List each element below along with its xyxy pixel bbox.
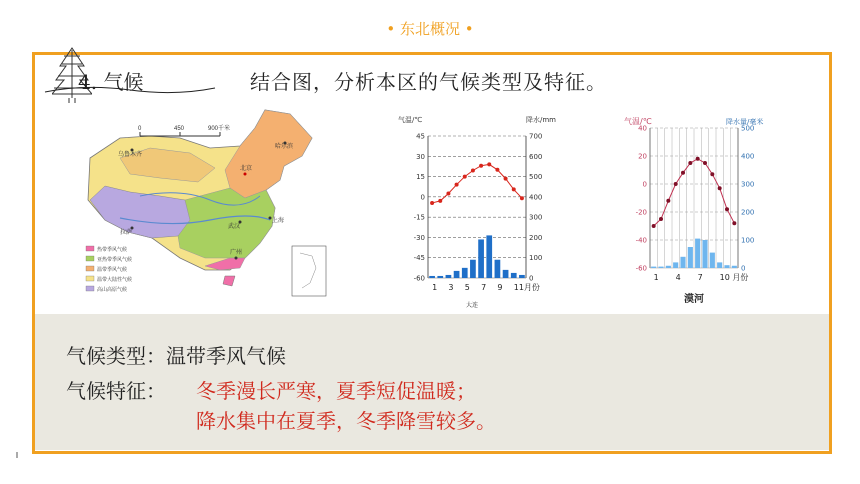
precip-tick-label: 400 bbox=[741, 152, 755, 161]
temp-point bbox=[463, 175, 467, 179]
legend-label: 温带季风气候 bbox=[97, 267, 128, 273]
temp-point bbox=[710, 172, 714, 176]
legend-label: 亚热带季风气候 bbox=[97, 257, 133, 263]
climate-chart-dalian bbox=[392, 110, 562, 310]
temp-point bbox=[696, 157, 700, 161]
temp-tick-label: -45 bbox=[413, 254, 425, 263]
month-tick-label: 3 bbox=[448, 283, 454, 292]
month-tick-label: 1 bbox=[432, 283, 438, 292]
precip-bar bbox=[454, 271, 460, 278]
temp-axis-title: 气温/℃ bbox=[624, 117, 652, 126]
precip-bar bbox=[519, 275, 525, 278]
temp-tick-label: -20 bbox=[635, 208, 647, 217]
slide-marker bbox=[16, 452, 18, 458]
month-tick-label: 7 bbox=[481, 283, 487, 292]
precip-bar bbox=[470, 260, 476, 278]
temp-point bbox=[659, 217, 663, 221]
legend-label: 高山高原气候 bbox=[97, 287, 128, 293]
precip-bar bbox=[673, 262, 678, 268]
precip-bar bbox=[658, 267, 663, 268]
climate-chart-mohe bbox=[614, 112, 774, 312]
month-tick-label: 5 bbox=[464, 283, 470, 292]
precip-axis-title: 降水/mm bbox=[526, 116, 556, 124]
precip-tick-label: 600 bbox=[529, 152, 543, 161]
temp-axis-title: 气温/℃ bbox=[398, 116, 423, 124]
temp-point bbox=[471, 168, 475, 172]
temp-point bbox=[438, 199, 442, 203]
precip-tick-label: 100 bbox=[529, 254, 543, 263]
precip-bar bbox=[437, 276, 443, 278]
place-label-shanghai: 上海 bbox=[272, 217, 285, 224]
temp-point bbox=[688, 161, 692, 165]
precip-tick-label: 500 bbox=[741, 124, 755, 133]
place-label-wuhan: 武汉 bbox=[228, 223, 241, 230]
precip-bar bbox=[651, 267, 656, 268]
climate-map bbox=[80, 108, 330, 300]
temp-point bbox=[520, 196, 524, 200]
temp-tick-label: 0 bbox=[420, 193, 425, 202]
precip-tick-label: 700 bbox=[529, 132, 543, 141]
precip-bar bbox=[688, 247, 693, 268]
precip-bar bbox=[429, 276, 435, 278]
scale-label: 900千米 bbox=[208, 126, 231, 132]
precip-bar bbox=[710, 253, 715, 268]
temp-point bbox=[479, 164, 483, 168]
temp-point bbox=[732, 221, 736, 225]
precip-bar bbox=[724, 265, 729, 268]
temp-tick-label: -60 bbox=[413, 274, 425, 283]
temp-point bbox=[487, 162, 491, 166]
month-tick-label: 9 bbox=[497, 283, 503, 292]
precip-bar bbox=[446, 275, 452, 278]
temp-point bbox=[455, 183, 459, 187]
temp-point bbox=[504, 177, 508, 181]
temp-point bbox=[725, 207, 729, 211]
map-legend bbox=[86, 246, 132, 293]
precip-bar bbox=[695, 239, 700, 268]
precip-tick-label: 400 bbox=[529, 193, 543, 202]
legend-label: 热带季风气候 bbox=[97, 247, 128, 253]
temp-point bbox=[674, 182, 678, 186]
question-text: 结合图，分析本区的气候类型及特征。 bbox=[250, 70, 607, 94]
temp-tick-label: -30 bbox=[413, 233, 425, 242]
month-tick-label: 11月份 bbox=[513, 283, 540, 292]
climate-feature-label: 气候特征： bbox=[66, 379, 166, 403]
temp-tick-label: 20 bbox=[638, 152, 647, 161]
temp-point bbox=[446, 191, 450, 195]
precip-bar bbox=[462, 268, 468, 278]
climate-feature-line2: 降水集中在夏季，冬季降雪较多。 bbox=[196, 409, 496, 433]
precip-bar bbox=[732, 266, 737, 268]
chart-title: 漠河 bbox=[684, 294, 704, 305]
section-title: 4. 气候 bbox=[78, 70, 144, 94]
month-tick-label: 1 bbox=[653, 273, 659, 282]
month-tick-label: 7 bbox=[697, 273, 703, 282]
precip-tick-label: 300 bbox=[741, 180, 755, 189]
precip-bar bbox=[666, 266, 671, 268]
temp-point bbox=[495, 168, 499, 172]
temp-point bbox=[512, 187, 516, 191]
place-label-lhasa: 拉萨 bbox=[120, 229, 133, 236]
month-tick-label: 4 bbox=[675, 273, 681, 282]
temp-point bbox=[430, 201, 434, 205]
temp-tick-label: -40 bbox=[635, 236, 647, 245]
precip-tick-label: 0 bbox=[529, 274, 534, 283]
precip-bar bbox=[495, 260, 501, 278]
precip-tick-label: 300 bbox=[529, 213, 543, 222]
precip-bar bbox=[478, 239, 484, 278]
temp-tick-label: 40 bbox=[638, 124, 647, 133]
precip-bar bbox=[680, 257, 685, 268]
temp-tick-label: 30 bbox=[416, 152, 425, 161]
place-label-harbin: 哈尔滨 bbox=[275, 143, 294, 150]
precip-tick-label: 200 bbox=[529, 233, 543, 242]
scale-label: 0 bbox=[138, 126, 142, 132]
section-header: • 东北概况 • bbox=[386, 20, 474, 38]
precip-tick-label: 0 bbox=[741, 264, 746, 273]
precip-tick-label: 500 bbox=[529, 173, 543, 182]
climate-type-label: 气候类型： bbox=[66, 344, 166, 368]
climate-feature-line1: 冬季漫长严寒，夏季短促温暖； bbox=[196, 379, 476, 403]
place-label-beijing: 北京 bbox=[240, 165, 253, 172]
temp-point bbox=[681, 171, 685, 175]
legend-label: 温带大陆性气候 bbox=[97, 277, 133, 283]
temp-point bbox=[718, 186, 722, 190]
precip-bar bbox=[717, 262, 722, 268]
temp-tick-label: 0 bbox=[642, 180, 647, 189]
precip-bar bbox=[702, 240, 707, 268]
temp-tick-label: -15 bbox=[413, 213, 425, 222]
temp-point bbox=[652, 224, 656, 228]
precip-bar bbox=[511, 273, 517, 278]
month-tick-label: 10 月份 bbox=[719, 273, 749, 282]
climate-type-value: 温带季风气候 bbox=[166, 344, 286, 368]
temp-point bbox=[666, 199, 670, 203]
scale-label: 450 bbox=[174, 126, 185, 132]
precip-bar bbox=[503, 270, 509, 278]
chart-title: 大连 bbox=[465, 302, 479, 309]
temp-line bbox=[432, 164, 522, 203]
temp-tick-label: 45 bbox=[416, 132, 425, 141]
precip-bar bbox=[486, 235, 492, 278]
precip-axis-title: 降水量/毫米 bbox=[726, 118, 764, 126]
place-label-guangzhou: 广州 bbox=[230, 249, 243, 256]
precip-tick-label: 200 bbox=[741, 208, 755, 217]
place-label-urumqi: 乌鲁木齐 bbox=[118, 151, 143, 158]
temp-tick-label: -60 bbox=[635, 264, 647, 273]
temp-point bbox=[703, 161, 707, 165]
precip-tick-label: 100 bbox=[741, 236, 755, 245]
temp-tick-label: 15 bbox=[416, 173, 425, 182]
